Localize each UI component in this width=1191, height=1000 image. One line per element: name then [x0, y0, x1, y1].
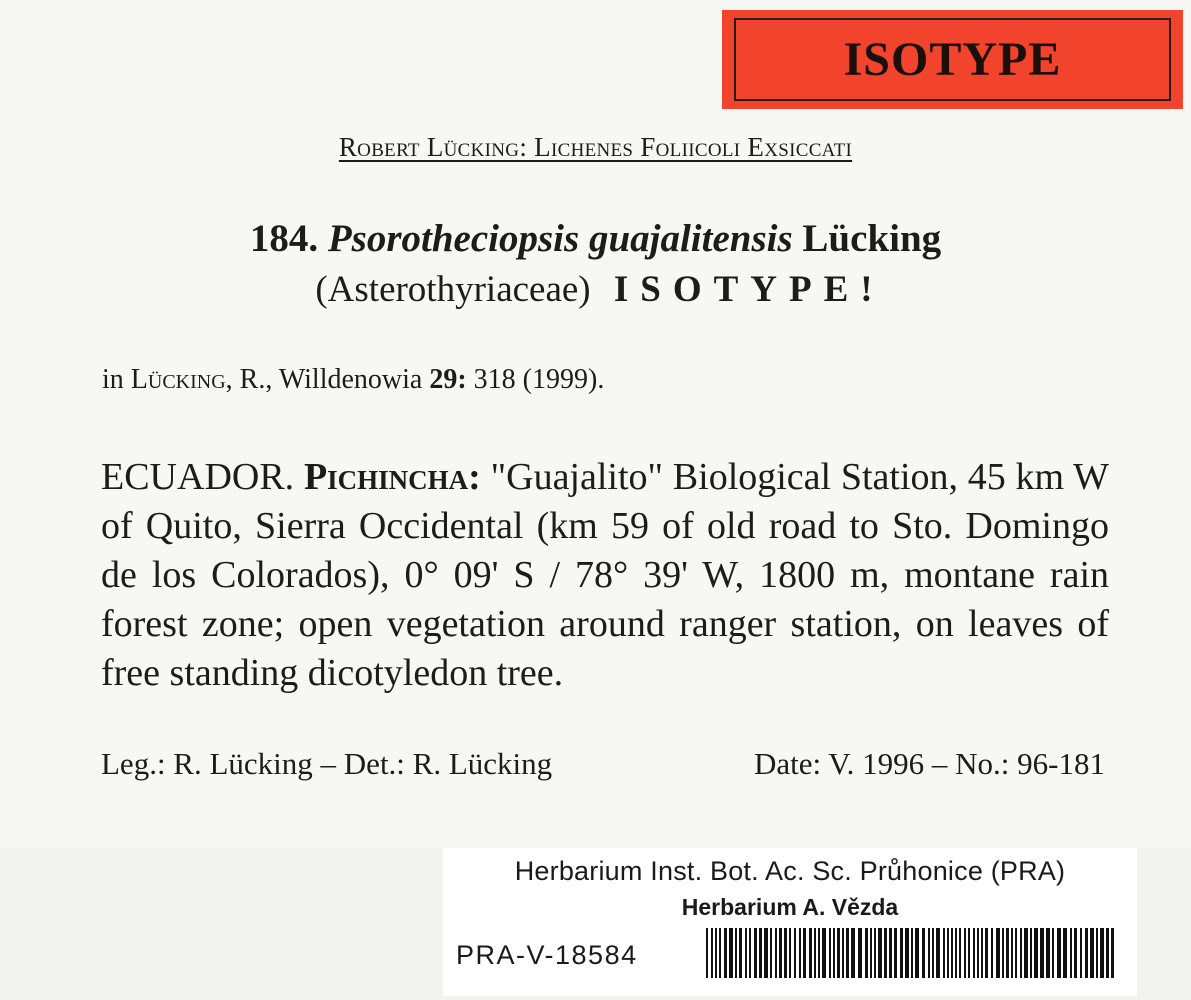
collector-line: Leg.: R. Lücking – Det.: R. Lücking	[101, 746, 553, 781]
taxon-author: Lücking	[802, 217, 942, 260]
barcode	[706, 928, 1116, 978]
citation-prefix: in	[102, 364, 124, 395]
herbarium-collection: Herbarium A. Vězda	[681, 894, 899, 920]
specimen-id: PRA-V-18584	[456, 940, 638, 970]
exsiccata-series-title: Robert Lücking: Lichenes Foliicoli Exsiccati	[338, 132, 853, 162]
publication-citation	[102, 364, 604, 396]
herbarium-institution: Herbarium Inst. Bot. Ac. Sc. Průhonice (PRA)	[514, 856, 1066, 886]
date-number-line: Date: V. 1996 – No.: 96-181	[753, 746, 1105, 781]
exsiccata-number: 184.	[249, 217, 319, 260]
herbarium-label	[443, 848, 1137, 996]
citation-author: Lücking	[130, 364, 226, 395]
citation-volume: 29:	[429, 364, 467, 395]
locality-description	[101, 453, 1109, 698]
isotype-stamp-text: ISOTYPE	[734, 18, 1171, 101]
family-line	[0, 268, 1191, 311]
isotype-stamp	[722, 10, 1183, 109]
specimen-title	[0, 216, 1191, 261]
citation-pages: 318 (1999).	[473, 364, 605, 395]
locality-province: Pichincha:	[303, 456, 481, 498]
citation-journal: , R., Willdenowia	[225, 364, 423, 395]
locality-country: ECUADOR.	[101, 456, 295, 498]
family-name: (Asterothyriaceae)	[315, 269, 591, 310]
type-status: ISOTYPE!	[613, 269, 885, 310]
locality-text: "Guajalito" Biological Station, 45 km W of Quito, Sierra Occidental (km 59 of old road to Sto. Domingo de los Colorados), 0° 09' S / 78° 39' W, 1800 m, montane rain forest zone; open vegetation around ranger station, on leaves of free standing dicotyledon tree.	[101, 456, 1110, 694]
taxon-name: Psorotheciopsis guajalitensis	[327, 217, 793, 260]
